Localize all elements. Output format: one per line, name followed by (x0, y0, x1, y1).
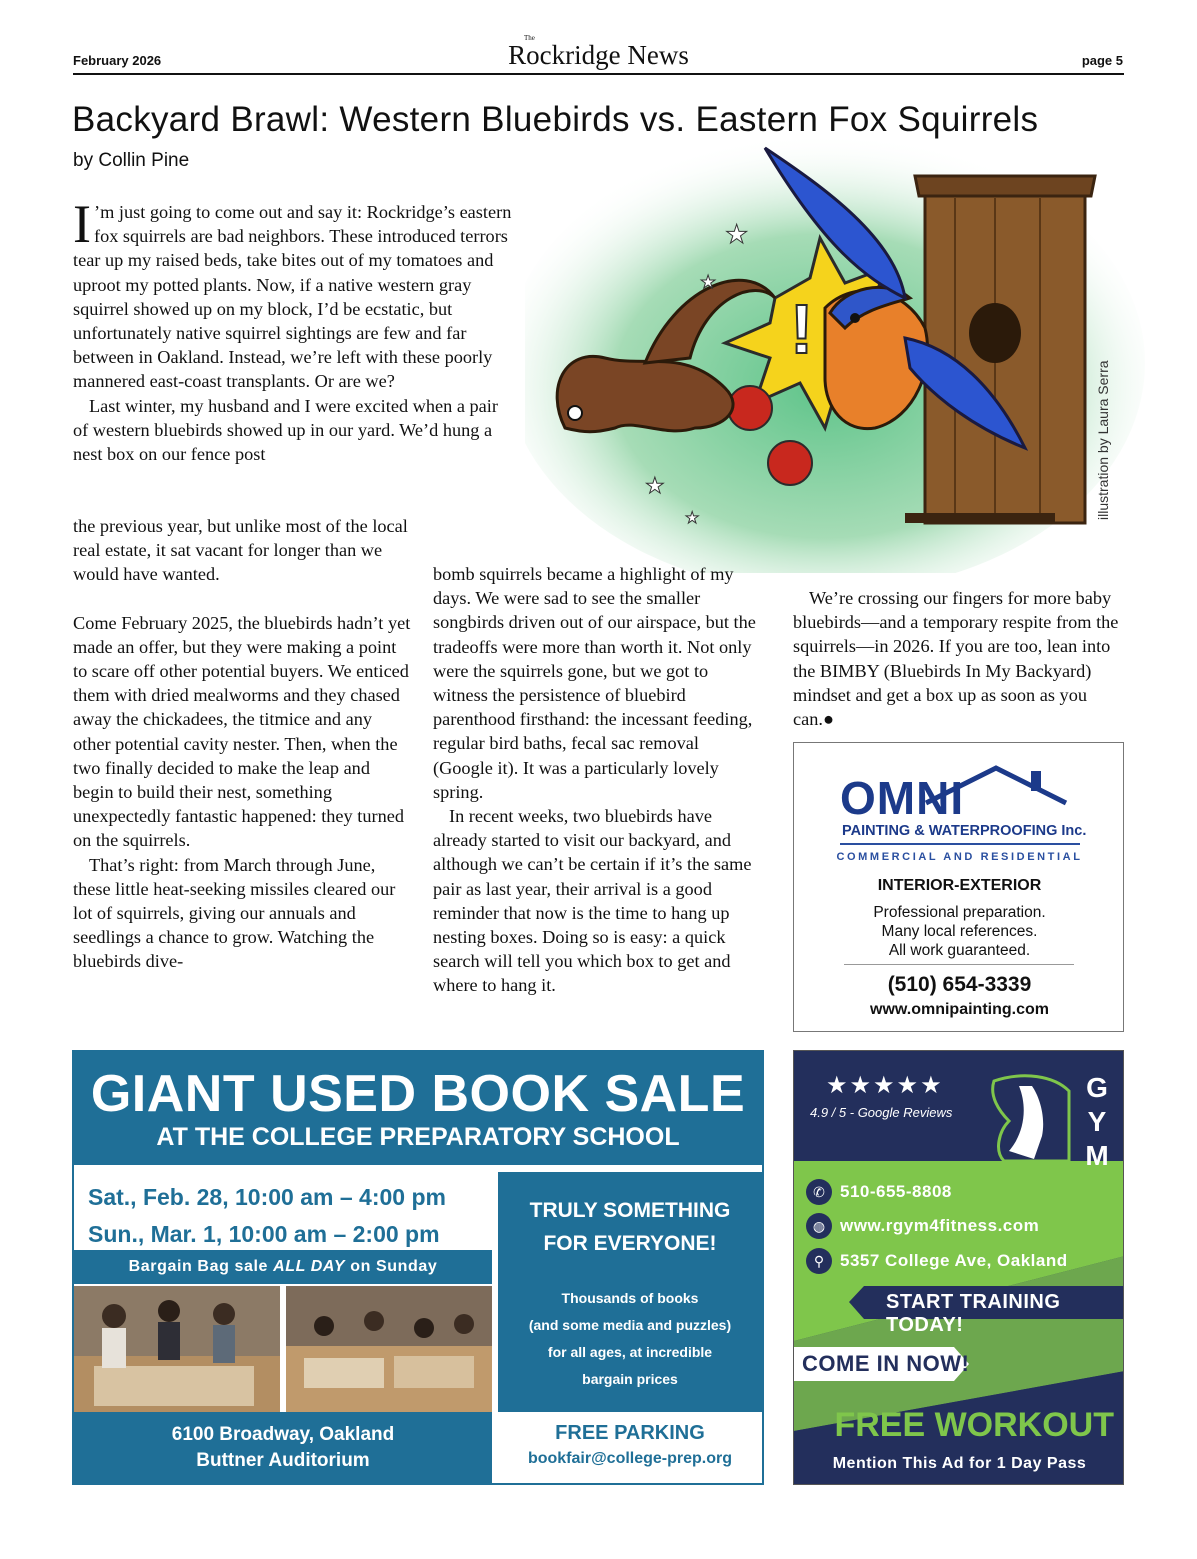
header-divider (73, 73, 1124, 75)
article-paragraph: the previous year, but unlike most of the local real estate, it sat vacant for longer than we would have wanted. (73, 516, 408, 585)
free-parking: FREE PARKING (555, 1422, 705, 1444)
gym-address[interactable]: 5357 College Ave, Oakland (840, 1251, 1068, 1270)
mention-ad-offer: Mention This Ad for 1 Day Pass (832, 1455, 1087, 1472)
bluebird-squirrel-illustration (525, 128, 1145, 573)
publication-the: The (524, 34, 535, 42)
svg-text:★: ★ (700, 272, 717, 292)
omni-logo: OMNI (840, 772, 965, 824)
omni-phone[interactable]: (510) 654-3339 (887, 973, 1032, 996)
date-saturday: Sat., Feb. 28, 10:00 am – 4:00 pm (88, 1184, 446, 1210)
phone-icon: ✆ (806, 1179, 832, 1205)
book-sale-ad[interactable] (72, 1050, 764, 1485)
article-paragraph: bomb squirrels became a highlight of my days. We were sad to see the smaller songbirds driven out of our airspace, but the tradeoffs were more than worth it. Not only were the squirrels gone, but we got to witness the persistence of bluebird parenthood firsthand: the incessant feeding, regular bird baths, fecal sac removal (Google it). It was a particularly lovely spring. (433, 564, 756, 802)
book-sale-description: Thousands of books (and some media and puzzles) for all ages, at incredible bargain prices (528, 1290, 732, 1387)
issue-date: February 2026 (73, 53, 162, 68)
article-column-1 (73, 194, 513, 466)
book-sale-title: GIANT USED BOOK SALE (90, 1065, 746, 1123)
page-number: page 5 (1081, 53, 1123, 68)
location-pin-icon: ⚲ (806, 1248, 832, 1274)
publication-title (0, 34, 1197, 71)
article-paragraph: Last winter, my husband and I were excited when a pair of western bluebirds showed up in our yard. We’d hung a nest box on our fence post (73, 395, 498, 465)
omni-website-link[interactable]: www.omnipainting.com (870, 1001, 1049, 1018)
omni-rule (844, 964, 1074, 965)
article-paragraph: We’re crossing our fingers for more baby bluebirds—and a temporary respite from the squirrels—in 2026. If you are too, lean into the BIMBY (Bluebirds In My Backyard) mindset and get a box up as soon as you can. (793, 588, 1119, 730)
date-sunday: Sun., Mar. 1, 10:00 am – 2:00 pm (88, 1221, 440, 1247)
end-mark: ● (822, 709, 834, 730)
svg-text:★: ★ (685, 510, 700, 527)
omni-service: INTERIOR-EXTERIOR (877, 877, 1042, 894)
book-sale-dates (88, 1179, 446, 1253)
google-reviews: 4.9 / 5 - Google Reviews (810, 1105, 953, 1120)
book-sale-email-link[interactable]: bookfair@college-prep.org (527, 1450, 733, 1467)
publication-name: Rockridge News (508, 40, 689, 70)
globe-icon: ◍ (806, 1213, 832, 1239)
svg-text:★: ★ (725, 220, 749, 249)
start-training-banner: START TRAINING TODAY! (886, 1291, 1061, 1336)
article-headline: Backyard Brawl: Western Bluebirds vs. Eastern Fox Squirrels (72, 100, 1039, 139)
article-column-2 (433, 562, 763, 998)
article-column-1-lower (73, 514, 413, 974)
book-sale-address: 6100 Broadway, Oakland Buttner Auditorium (74, 1412, 492, 1485)
article-paragraph: In recent weeks, two bluebirds have already started to visit our backyard, and although we can’t be certain if it’s the same pair as last year, their arrival is a good reminder that now is the time to hang up nesting boxes. Doing so is easy: a quick search will tell you which box to get and where to hang it. (433, 806, 752, 996)
gym-phone[interactable]: 510-655-8808 (840, 1182, 952, 1201)
drop-cap: I (73, 194, 91, 254)
article-column-3 (793, 586, 1128, 731)
svg-text:!: ! (790, 290, 814, 368)
omni-description: Professional preparation. Many local references. All work guaranteed. (873, 904, 1046, 959)
illustration-credit: illustration by Laura Serra (1095, 360, 1111, 520)
article-byline: by Collin Pine (73, 150, 190, 171)
gym-website-link[interactable]: www.rgym4fitness.com (840, 1216, 1040, 1235)
book-sale-photos (74, 1286, 492, 1412)
svg-text:★: ★ (645, 473, 665, 498)
rating-stars: ★★★★★ (826, 1072, 944, 1099)
book-sale-info-panel (498, 1172, 762, 1412)
book-sale-banner (74, 1052, 762, 1165)
free-workout: FREE WORKOUT (834, 1406, 1114, 1444)
rgym-ad[interactable] (793, 1050, 1124, 1485)
come-in-now-banner: COME IN NOW! (802, 1351, 970, 1376)
book-sale-headline: TRULY SOMETHING FOR EVERYONE! (529, 1199, 731, 1255)
bargain-bag-banner: Bargain Bag sale ALL DAY on Sunday (74, 1250, 492, 1284)
omni-tagline: COMMERCIAL AND RESIDENTIAL (836, 851, 1083, 863)
omni-divider (840, 843, 1080, 845)
article-paragraph: Come February 2025, the bluebirds hadn’t yet made an offer, but they were making a point to scare off other potential buyers. We enticed them with dried mealworms and they chased away the chickadees, the titmice and any other potential cavity nester. Then, when the two finally decided to make the leap and begin to build their nest, something unexpectedly fantastic happened: they turned on the squirrels. (73, 612, 411, 851)
omni-painting-ad[interactable] (793, 742, 1124, 1032)
gym-wordmark: G Y M (1085, 1072, 1109, 1171)
book-sale-subtitle: AT THE COLLEGE PREPARATORY SCHOOL (156, 1123, 680, 1151)
article-paragraph: That’s right: from March through June, these little heat-seeking missiles cleared our lot of squirrels, giving our annuals and seedlings a chance to grow. Watching the bluebirds dive- (73, 854, 396, 972)
article-paragraph: ’m just going to come out and say it: Rockridge’s eastern fox squirrels are bad neighbors. These introduced terrors tear up my raised beds, take bites out of my tomatoes and uproot my potted plants. Now, if a native western gray squirrel showed up on my block, I’d be ecstatic, but unfortunately native squirrel sightings are few and far between in Oakland. Instead, we’re left with these poorly mannered east-coast transplants. Or are we? (73, 202, 512, 392)
omni-company-name: PAINTING & WATERPROOFING Inc. (842, 823, 1087, 839)
